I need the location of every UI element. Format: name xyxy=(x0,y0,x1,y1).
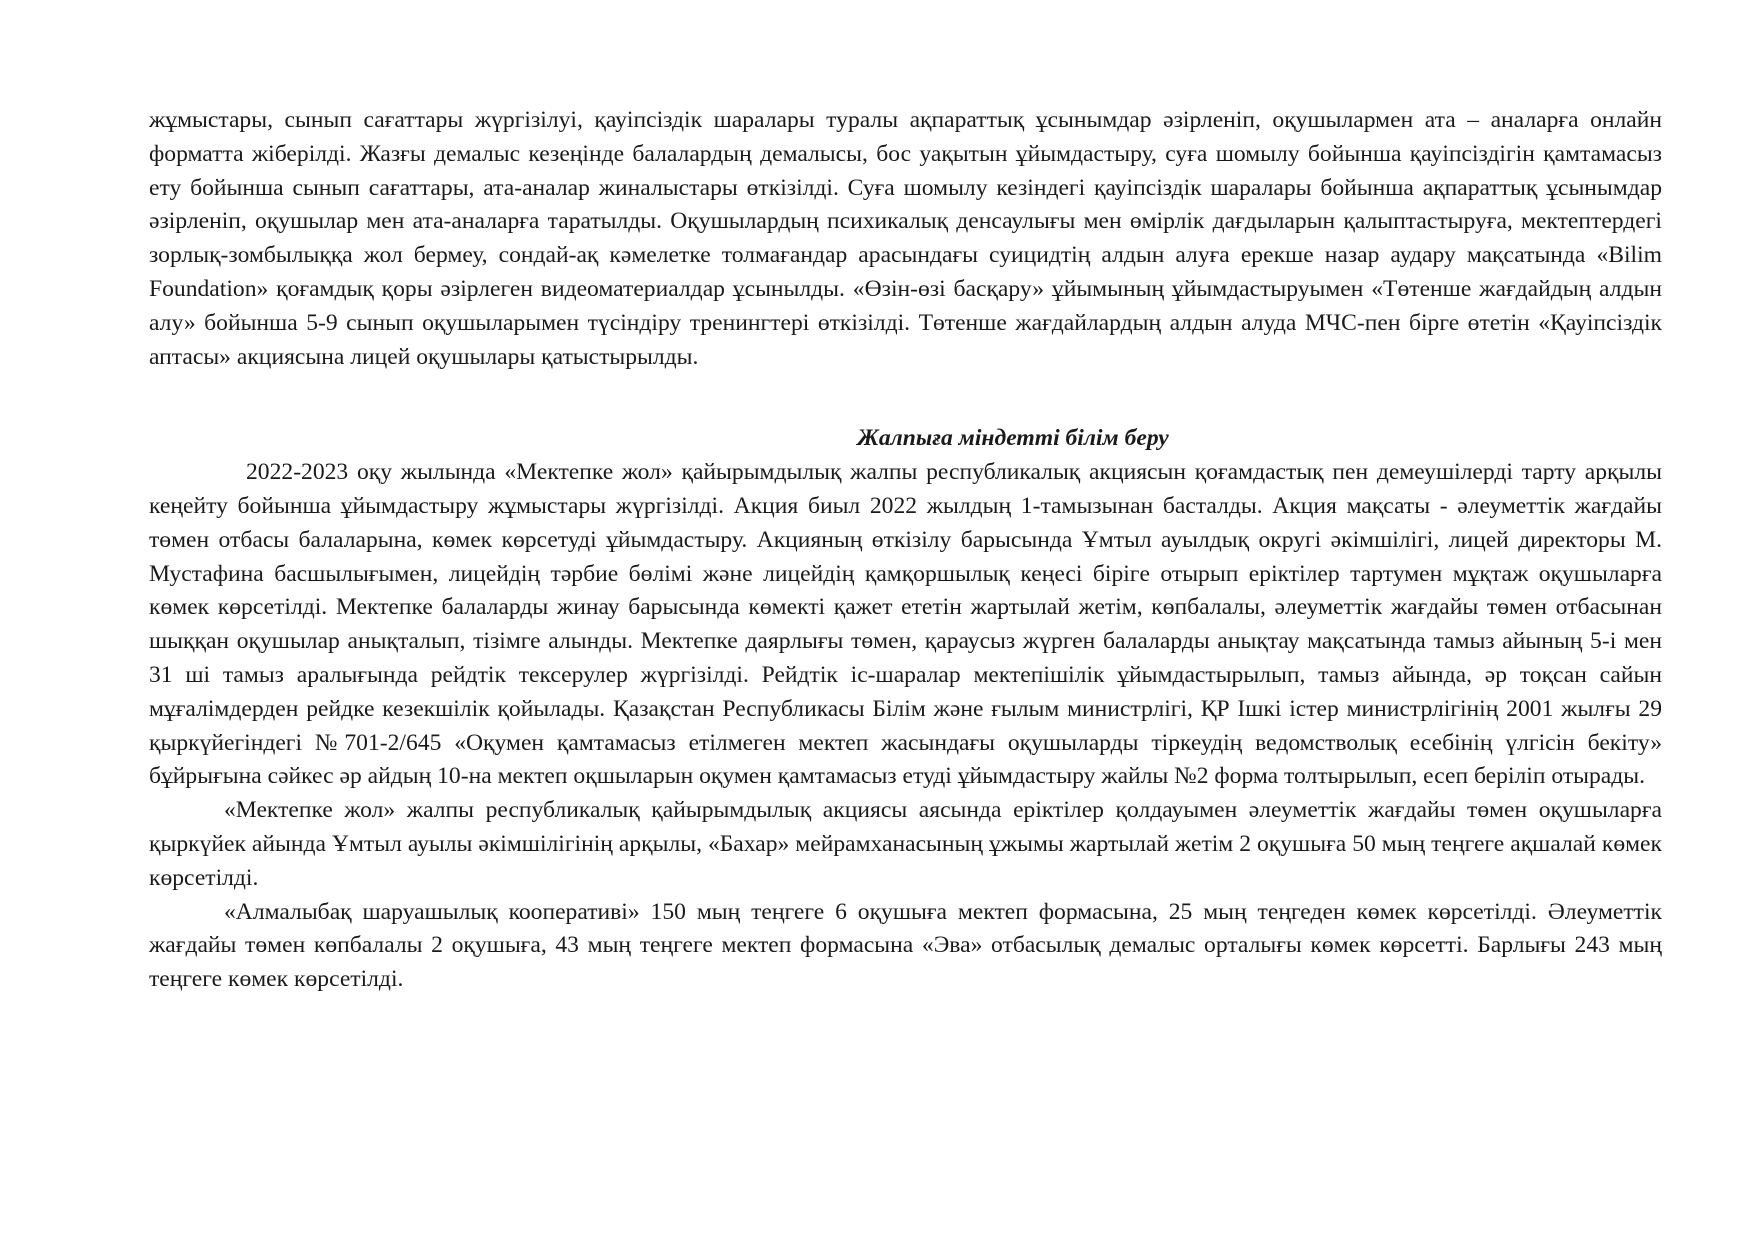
paragraph-cooperative-support: «Алмалыбақ шаруашылық кооперативі» 150 мың теңгеге 6 оқушыға мектеп формасына, 25 мың теңгеден көмек көрсетілді. Әлеуметтік жағдайы төмен көпбалалы 2 оқушыға, 43 мың теңгеге мектеп формасына «Эва» отбасылық демалыс орталығы көмек көрсетті. Барлығы 243 мың теңгеге көмек көрсетілді. xyxy=(149,898,1662,993)
section-gap xyxy=(149,374,1662,422)
paragraph-volunteer-support: «Мектепке жол» жалпы республикалық қайырымдылық акциясы аясында еріктілер қолдауымен әлеуметтік жағдайы төмен оқушыларға қыркүйек айында Ұмтыл ауылы әкімшілігінің арқылы, «Бахар» мейрамханасының ұжымы жартылай жетім 2 оқушыға 50 мың теңгеге ақшалай көмек көрсетілді. xyxy=(149,797,1662,891)
paragraph-safety-measures: жұмыстары, сынып сағаттары жүргізілуі, қауіпсіздік шаралары туралы ақпараттық ұсынымдар әзірленіп, оқушылармен ата – аналарға онлайн форматта жіберілді. Жазғы демалыс кезеңінде балалардың демалысы, бос уақытын ұйымдастыру, суға шомылу бойынша қауіпсіздігін қамтамасыз ету бойынша сынып сағаттары, ата-аналар жиналыстары өткізілді. Суға шомылу кезіндегі қауіпсіздік шаралары бойынша ақпараттық ұсынымдар әзірленіп, оқушылар мен ата-аналарға таратылды. Оқушылардың психикалық денсаулығы мен өмірлік дағдыларын қалыптастыруға, мектептердегі зорлық-зомбылыққа жол бермеу, сондай-ақ кәмелетке толмағандар арасындағы суицидтің алдын алуға ерекше назар аудару мақсатында «Bilim Foundation» қоғамдық қоры әзірлеген видеоматериалдар ұсынылды. «Өзін-өзі басқару» ұйымының ұйымдастыруымен «Төтенше жағдайдың алдын алу» бойынша 5-9 сынып оқушыларымен түсіндіру тренингтері өткізілді. Төтенше жағдайлардың алдын алуда МЧС-пен бірге өтетін «Қауіпсіздік аптасы» акциясына лицей оқушылары қатыстырылды. xyxy=(149,107,1662,370)
paragraph-road-to-school-campaign: 2022-2023 оқу жылында «Мектепке жол» қайырымдылық жалпы республикалық акциясын қоғамдастық пен демеушілерді тарту арқылы кеңейту бойынша ұйымдастыру жұмыстары жүргізілді. Акция биыл 2022 жылдың 1-тамызынан басталды. Акция мақсаты - әлеуметтік жағдайы төмен отбасы балаларына, көмек көрсетуді ұйымдастыру. Акцияның өткізілу барысында Ұмтыл ауылдық округі әкімшілігі, лицей директоры М. Мустафина басшылығымен, лицейдің тәрбие бөлімі және лицейдің қамқоршылық кеңесі бірігe отырып еріктілер тартумен мұқтаж оқушыларға көмек көрсетілді. Мектепке балаларды жинау барысында көмекті қажет ететін жартылай жетім, көпбалалы, әлеуметтік жағдайы төмен отбасынан шыққан оқушылар анықталып, тізімге алынды. Мектепке даярлығы төмен, қараусыз жүрген балаларды анықтау мақсатында тамыз айының 5-і мен 31 ші тамыз аралығында рейдтік тексерулер жүргізілді. Рейдтік іс-шаралар мектепішілік ұйымдастырылып, тамыз айында, әр тоқсан сайын мұғалімдерден рейдке кезекшілік қойылады. Қазақстан Республикасы Білім және ғылым министрлігі, ҚР Ішкі істер министрлігінің 2001 жылғы 29 қыркүйегіндегі №701-2/645 «Оқумен қамтамасыз етілмеген мектеп жасындағы оқушыларды тіркеудің ведомстволық есебінің үлгісін бекіту» бұйрығына сәйкес әр айдың 10-на мектеп оқшыларын оқумен қамтамасыз етуді ұйымдастыру жайлы №2 форма толтырылып, есеп беріліп отырады. xyxy=(149,459,1662,790)
section-heading: Жалпыға міндетті білім беру xyxy=(857,425,1169,452)
document-page xyxy=(149,104,1662,997)
